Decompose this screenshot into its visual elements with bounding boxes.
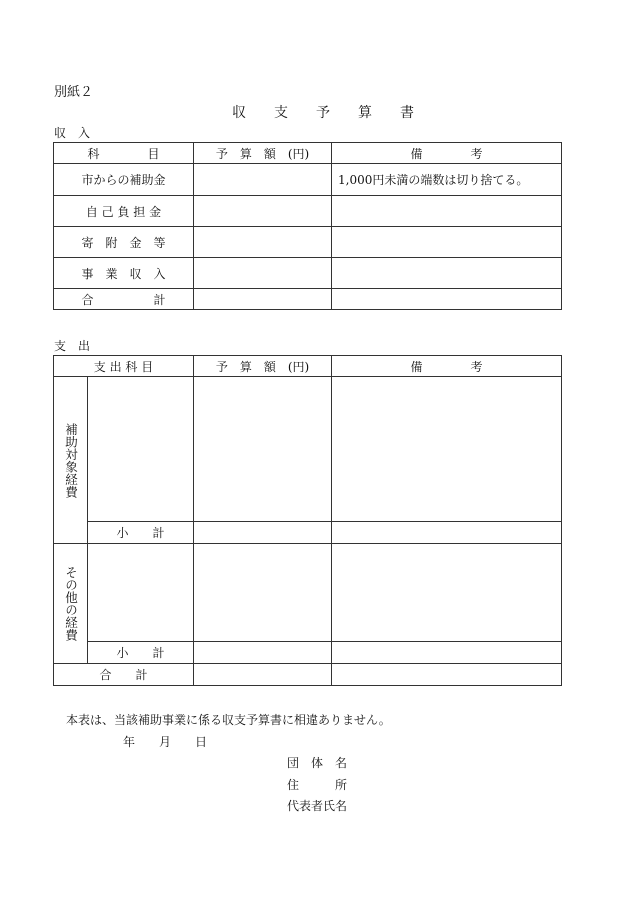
income-row-item: 事 業 収 入 — [54, 258, 194, 289]
income-header-amount: 予 算 額 (円) — [194, 143, 332, 164]
subsidized-subtotal-label: 小 計 — [88, 522, 194, 544]
income-table — [53, 142, 562, 310]
subsidized-items-cell[interactable] — [88, 377, 194, 522]
expense-table — [53, 355, 562, 686]
income-row-item: 寄 附 金 等 — [54, 227, 194, 258]
group-subsidized-label: 補助対象経費 — [63, 422, 79, 498]
expense-header-item: 支 出 科 目 — [54, 356, 194, 377]
expense-total-note[interactable] — [332, 664, 562, 686]
income-row-amount[interactable] — [194, 164, 332, 196]
expense-header-amount: 予 算 額 (円) — [194, 356, 332, 377]
other-subtotal-amount[interactable] — [194, 642, 332, 664]
other-amount-cell[interactable] — [194, 544, 332, 642]
income-row-amount[interactable] — [194, 258, 332, 289]
representative-label: 代表者氏名 — [287, 799, 348, 813]
page-title: 収 支 予 算 書 — [232, 105, 414, 121]
expense-header-note: 備 考 — [332, 356, 562, 377]
income-row-note[interactable] — [332, 227, 562, 258]
subsidized-subtotal-amount[interactable] — [194, 522, 332, 544]
attachment-label: 別紙２ — [54, 85, 94, 100]
organization-name-label: 団 体 名 — [287, 756, 348, 770]
income-section-label: 収 入 — [54, 126, 91, 140]
group-other-label-cell — [54, 544, 88, 664]
other-subtotal-label: 小 計 — [88, 642, 194, 664]
date-line: 年 月 日 — [123, 735, 208, 749]
income-row-note: 1,000円未満の端数は切り捨てる。 — [332, 164, 562, 196]
income-row-note[interactable] — [332, 258, 562, 289]
group-other-label: その他の経費 — [63, 566, 79, 641]
expense-total-amount[interactable] — [194, 664, 332, 686]
income-row-amount[interactable] — [194, 196, 332, 227]
subsidized-subtotal-note[interactable] — [332, 522, 562, 544]
expense-section-label: 支 出 — [54, 339, 91, 353]
income-row-item: 市からの補助金 — [54, 164, 194, 196]
certification-statement: 本表は、当該補助事業に係る収支予算書に相違ありません。 — [66, 713, 391, 727]
income-total-label: 合 計 — [54, 289, 194, 310]
income-total-amount[interactable] — [194, 289, 332, 310]
other-items-cell[interactable] — [88, 544, 194, 642]
income-row-item: 自 己 負 担 金 — [54, 196, 194, 227]
other-note-cell[interactable] — [332, 544, 562, 642]
subsidized-note-cell[interactable] — [332, 377, 562, 522]
group-subsidized-label-cell — [54, 377, 88, 544]
income-row-note[interactable] — [332, 196, 562, 227]
subsidized-amount-cell[interactable] — [194, 377, 332, 522]
income-row-amount[interactable] — [194, 227, 332, 258]
expense-total-label: 合 計 — [54, 664, 194, 686]
income-header-note: 備 考 — [332, 143, 562, 164]
address-label: 住 所 — [287, 778, 348, 792]
other-subtotal-note[interactable] — [332, 642, 562, 664]
income-header-item: 科 目 — [54, 143, 194, 164]
income-total-note[interactable] — [332, 289, 562, 310]
